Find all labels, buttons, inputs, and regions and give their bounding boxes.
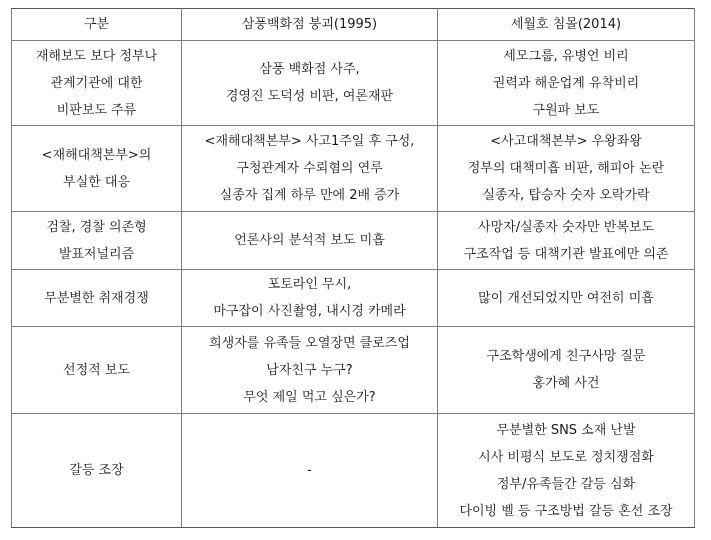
sampoong-cell [182, 414, 438, 528]
sampoong-cell [182, 41, 438, 126]
table-row [12, 212, 695, 270]
sewol-cell [438, 126, 695, 212]
table-row [12, 41, 695, 126]
cell-line: 시사 비평식 보도로 정치쟁점화 [478, 449, 654, 465]
category-cell [12, 414, 182, 528]
cell-line: 관계기관에 대한 [50, 75, 143, 91]
sewol-cell [438, 414, 695, 528]
header-sewol: 세월호 침몰(2014) [438, 9, 695, 41]
category-cell [12, 270, 182, 327]
cell-line: <사고대책본부> 우왕좌왕 [490, 134, 642, 149]
cell-line: 실종자, 탑승자 숫자 오락가락 [482, 188, 650, 203]
sewol-cell [438, 327, 695, 414]
cell-line: 갈등 조장 [69, 463, 124, 478]
cell-line: 발표저널리즘 [58, 246, 135, 262]
sampoong-cell [182, 270, 438, 327]
cell-line: 비판보도 주류 [56, 102, 137, 118]
table-row [12, 327, 695, 414]
comparison-table [11, 8, 695, 528]
cell-line: 부실한 대응 [63, 174, 130, 190]
sewol-cell [438, 270, 695, 327]
cell-line: 남자친구 누구? [266, 362, 353, 378]
table-row [12, 270, 695, 327]
cell-line: 정부/유족들간 갈등 심화 [496, 476, 636, 492]
header-category: 구분 [12, 9, 182, 41]
cell-line: 다이빙 벨 등 구조방법 갈등 혼선 조장 [459, 503, 673, 519]
sampoong-cell [182, 212, 438, 270]
cell-line: 사망자/실종자 숫자만 반복보도 [478, 219, 654, 235]
cell-line: 검찰, 경찰 의존형 [46, 219, 147, 235]
sampoong-cell [182, 126, 438, 212]
cell-line: 경영진 도덕성 비판, 여론재판 [225, 89, 394, 104]
category-cell [12, 327, 182, 414]
cell-line: 삼풍 백화점 사주, [259, 62, 360, 77]
cell-line: 선정적 보도 [63, 362, 130, 378]
cell-line: 많이 개선되었지만 여전히 미흡 [478, 290, 654, 306]
cell-line: 무분별한 취재경쟁 [44, 290, 149, 306]
header-sampoong: 삼풍백화점 붕괴(1995) [182, 9, 438, 41]
cell-line: 구원파 보도 [532, 102, 600, 118]
cell-line: 무엇 제일 먹고 싶은가? [243, 389, 376, 405]
cell-line: 실종자 집계 하루 만에 2배 증가 [219, 188, 400, 203]
header-row [12, 9, 695, 41]
cell-line: 마구잡이 사진촬영, 내시경 카메라 [213, 304, 406, 319]
cell-line: 정부의 대책미흡 비판, 해피아 논란 [467, 161, 665, 176]
sewol-cell [438, 41, 695, 126]
cell-line: 홍가혜 사건 [532, 376, 600, 391]
cell-line: 무분별한 SNS 소재 난발 [496, 422, 636, 438]
cell-line: 구조작업 등 대책기관 발표에만 의존 [463, 246, 669, 262]
cell-line: 언론사의 분석적 보도 미흡 [234, 233, 385, 248]
category-cell [12, 212, 182, 270]
cell-line: <재해대책본부> 사고1주일 후 구성, [204, 134, 415, 149]
category-cell [12, 41, 182, 126]
category-cell [12, 126, 182, 212]
sewol-cell [438, 212, 695, 270]
cell-line: 구조학생에게 친구사망 질문 [486, 349, 646, 364]
cell-line: 포토라인 무시, [267, 277, 352, 292]
cell-line: - [307, 463, 312, 478]
cell-line: <재해대책본부>의 [41, 147, 152, 163]
cell-line: 구청관계자 수뢰혐의 연루 [236, 161, 383, 176]
cell-line: 세모그룹, 유병언 비리 [503, 48, 629, 64]
comparison-table-wrapper [11, 8, 695, 528]
table-row [12, 414, 695, 528]
cell-line: 재해보도 보다 정부나 [35, 48, 158, 64]
sampoong-cell [182, 327, 438, 414]
cell-line: 희생자를 유족들 오열장면 클로즈업 [209, 335, 410, 351]
cell-line: 권력과 해운업계 유착비리 [492, 75, 640, 91]
table-row [12, 126, 695, 212]
